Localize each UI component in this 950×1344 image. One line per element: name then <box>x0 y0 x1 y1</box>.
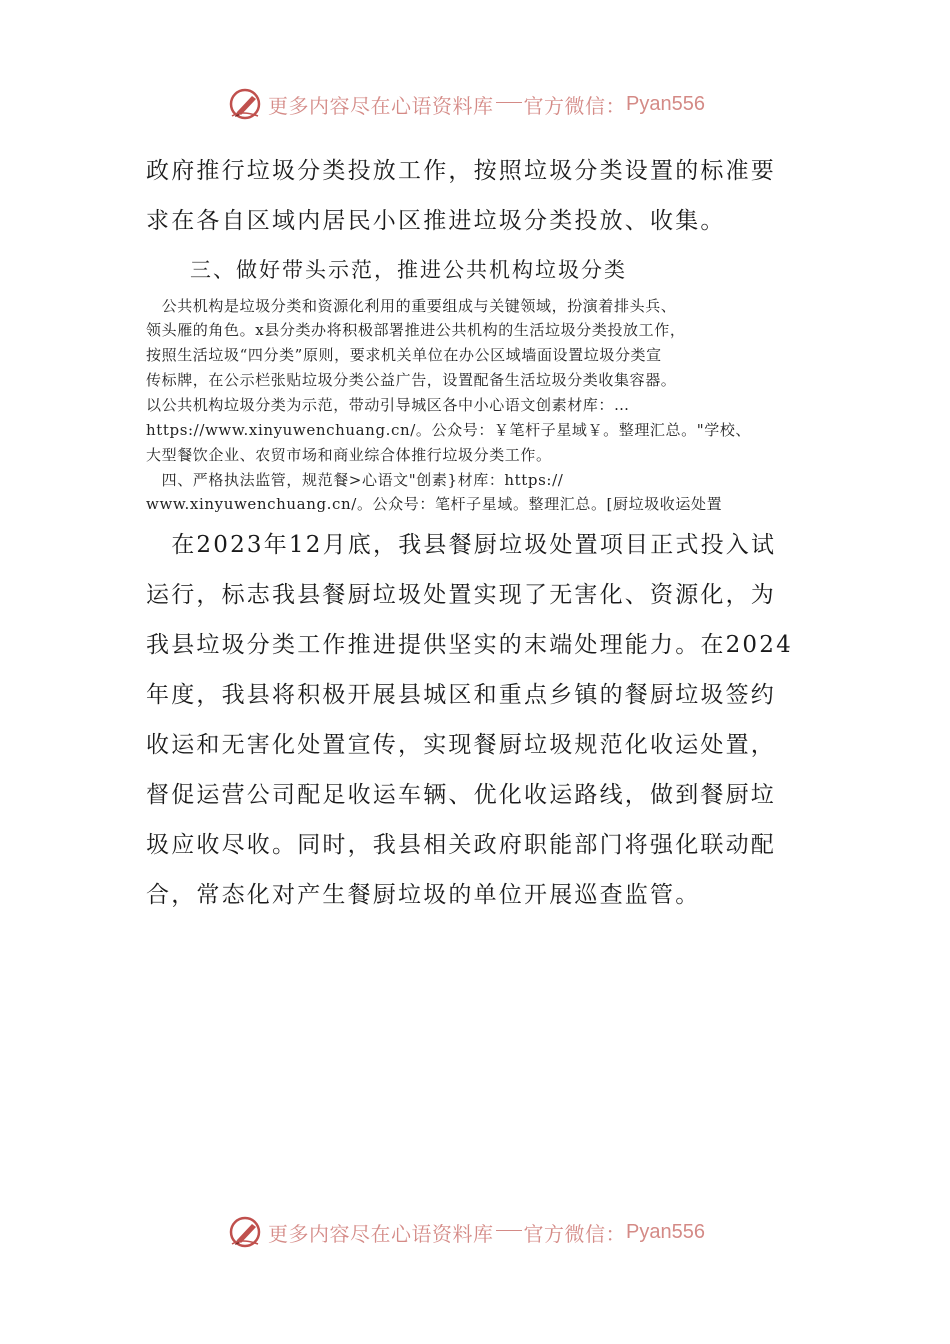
para2-line-5: 收运和无害化处置宣传，实现餐厨垃圾规范化收运处置， <box>146 732 776 758</box>
small-line-3: 按照生活垃圾“四分类”原则，要求机关单位在办公区域墙面设置垃圾分类宣 <box>146 346 662 364</box>
small-line-6: https://www.xinyuwenchuang.cn/。公众号：￥笔杆子星域￥。整理汇总。"学校、 <box>146 421 752 439</box>
banner-label: 官方微信： <box>523 1221 626 1246</box>
small-line-9: www.xinyuwenchuang.cn/。公众号：笔杆子星域。整理汇总。[厨垃圾收运处置 <box>146 495 723 513</box>
section-heading-3: 三、做好带头示范，推进公共机构垃圾分类 <box>190 258 627 282</box>
para1-line-1: 政府推行垃圾分类投放工作，按照垃圾分类设置的标准要 <box>146 158 776 184</box>
banner-id: Pyan556 <box>626 92 705 115</box>
small-line-1: 公共机构是垃圾分类和资源化利用的重要组成与关键领域，扮演着排头兵、 <box>146 297 677 315</box>
banner-text: 更多内容尽在心语资料库 <box>268 93 494 118</box>
small-line-2: 领头雁的角色。x县分类办将积极部署推进公共机构的生活垃圾分类投放工作， <box>146 321 686 339</box>
small-line-8: 四、严格执法监管，规范餐>心语文"创素}材库：https:// <box>146 471 564 489</box>
banner-dash <box>496 102 522 103</box>
banner-label: 官方微信： <box>523 93 626 118</box>
banner-dash <box>496 1230 522 1231</box>
para2-line-6: 督促运营公司配足收运车辆、优化收运路线，做到餐厨垃 <box>146 782 776 808</box>
small-line-4: 传标牌，在公示栏张贴垃圾分类公益广告，设置配备生活垃圾分类收集容器。 <box>146 371 677 389</box>
para2-line-8: 合，常态化对产生餐厨垃圾的单位开展巡查监管。 <box>146 882 701 908</box>
para2-line-7: 圾应收尽收。同时，我县相关政府职能部门将强化联动配 <box>146 832 776 858</box>
small-line-5: 以公共机构垃圾分类为示范，带动引导城区各中小心语文创素材库：… <box>146 396 630 414</box>
para1-line-2: 求在各自区域内居民小区推进垃圾分类投放、收集。 <box>146 208 726 234</box>
pen-logo-icon <box>228 86 264 122</box>
small-line-7: 大型餐饮企业、农贸市场和商业综合体推行垃圾分类工作。 <box>146 446 552 464</box>
footer-banner <box>228 1212 705 1252</box>
para2-line-2: 运行，标志我县餐厨垃圾处置实现了无害化、资源化，为 <box>146 582 776 608</box>
pen-logo-icon <box>228 1214 264 1250</box>
banner-text: 更多内容尽在心语资料库 <box>268 1221 494 1246</box>
header-banner <box>228 84 705 124</box>
para2-line-3: 我县垃圾分类工作推进提供坚实的末端处理能力。在2024 <box>146 632 793 658</box>
para2-line-1: 在2023年12月底，我县餐厨垃圾处置项目正式投入试 <box>146 532 777 558</box>
banner-id: Pyan556 <box>626 1220 705 1243</box>
para2-line-4: 年度，我县将积极开展县城区和重点乡镇的餐厨垃圾签约 <box>146 682 776 708</box>
